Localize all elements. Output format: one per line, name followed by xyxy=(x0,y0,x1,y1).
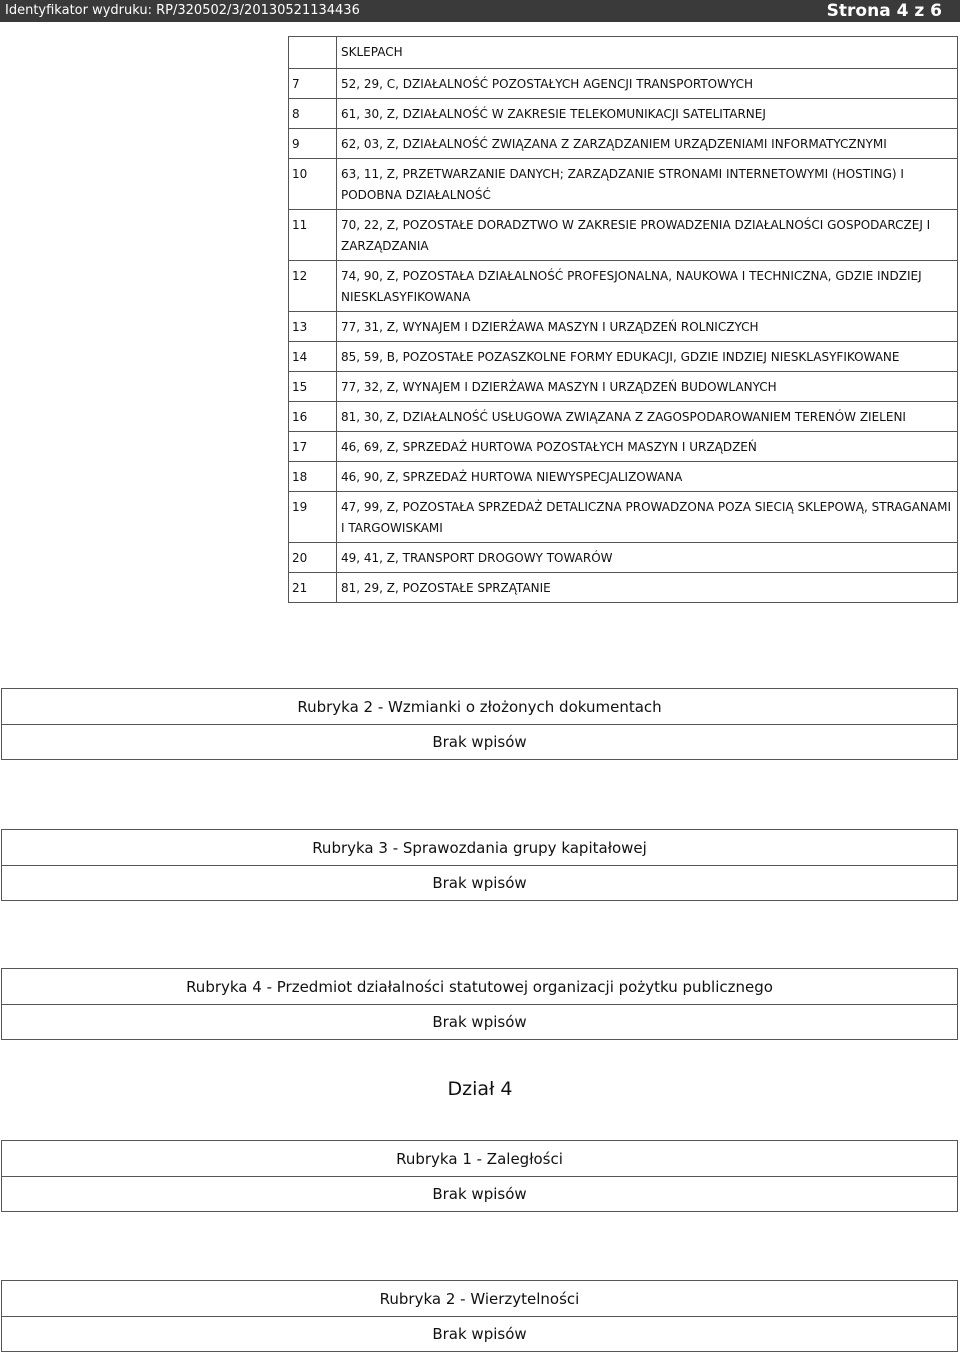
table-cell-num: 10 xyxy=(289,159,337,210)
table-cell-text: 85, 59, B, POZOSTAŁE POZASZKOLNE FORMY EDUKACJI, GDZIE INDZIEJ NIESKLASYFIKOWANE xyxy=(337,342,958,372)
table-cell-num: 16 xyxy=(289,402,337,432)
table-cell-text: 47, 99, Z, POZOSTAŁA SPRZEDAŻ DETALICZNA PROWADZONA POZA SIECIĄ SKLEPOWĄ, STRAGANAMI I TARGOWISKAMI xyxy=(337,492,958,543)
table-row xyxy=(289,543,958,573)
table-cell-num: 15 xyxy=(289,372,337,402)
table-cell-text: 49, 41, Z, TRANSPORT DROGOWY TOWARÓW xyxy=(337,543,958,573)
table-cell-text: 81, 29, Z, POZOSTAŁE SPRZĄTANIE xyxy=(337,573,958,603)
table-cell-num: 18 xyxy=(289,462,337,492)
section-empty-value: Brak wpisów xyxy=(432,1185,527,1203)
section-rubryka-3 xyxy=(1,829,958,901)
section-empty-value: Brak wpisów xyxy=(432,733,527,751)
table-row xyxy=(289,210,958,261)
table-cell-text: 74, 90, Z, POZOSTAŁA DZIAŁALNOŚĆ PROFESJONALNA, NAUKOWA I TECHNICZNA, GDZIE INDZIEJ NIESKLASYFIKOWANA xyxy=(337,261,958,312)
table-cell-num: 19 xyxy=(289,492,337,543)
section-empty-value: Brak wpisów xyxy=(432,1013,527,1031)
table-cell-text: 77, 31, Z, WYNAJEM I DZIERŻAWA MASZYN I URZĄDZEŃ ROLNICZYCH xyxy=(337,312,958,342)
table-row xyxy=(289,432,958,462)
table-cell-num: 13 xyxy=(289,312,337,342)
table-row xyxy=(289,261,958,312)
page-number: Strona 4 z 6 xyxy=(826,1,942,21)
table-row-head xyxy=(289,37,958,69)
section-d4-rubryka-1 xyxy=(1,1140,958,1212)
section-title: Rubryka 2 - Wzmianki o złożonych dokumentach xyxy=(2,689,957,725)
table-row xyxy=(289,159,958,210)
table-row xyxy=(289,312,958,342)
section-d4-rubryka-2 xyxy=(1,1280,958,1352)
table-cell-text: 63, 11, Z, PRZETWARZANIE DANYCH; ZARZĄDZANIE STRONAMI INTERNETOWYMI (HOSTING) I PODOBNA DZIAŁALNOŚĆ xyxy=(337,159,958,210)
table-row xyxy=(289,462,958,492)
table-cell-text: 77, 32, Z, WYNAJEM I DZIERŻAWA MASZYN I URZĄDZEŃ BUDOWLANYCH xyxy=(337,372,958,402)
table-row xyxy=(289,99,958,129)
print-header-bar xyxy=(0,0,960,22)
table-cell-num: 17 xyxy=(289,432,337,462)
section-title: Rubryka 1 - Zaległości xyxy=(2,1141,957,1177)
table-cell-text: 62, 03, Z, DZIAŁALNOŚĆ ZWIĄZANA Z ZARZĄDZANIEM URZĄDZENIAMI INFORMATYCZNYMI xyxy=(337,129,958,159)
table-cell-text: 81, 30, Z, DZIAŁALNOŚĆ USŁUGOWA ZWIĄZANA Z ZAGOSPODAROWANIEM TERENÓW ZIELENI xyxy=(337,402,958,432)
table-cell-num: 9 xyxy=(289,129,337,159)
section-empty-value: Brak wpisów xyxy=(432,1325,527,1343)
table-cell-text: SKLEPACH xyxy=(337,37,958,69)
table-row xyxy=(289,492,958,543)
table-cell-text: 46, 69, Z, SPRZEDAŻ HURTOWA POZOSTAŁYCH MASZYN I URZĄDZEŃ xyxy=(337,432,958,462)
print-identifier: Identyfikator wydruku: RP/320502/3/20130521134436 xyxy=(5,3,360,18)
section-rubryka-4 xyxy=(1,968,958,1040)
table-cell-num: 20 xyxy=(289,543,337,573)
table-row xyxy=(289,372,958,402)
table-cell-text: 46, 90, Z, SPRZEDAŻ HURTOWA NIEWYSPECJALIZOWANA xyxy=(337,462,958,492)
table-row xyxy=(289,69,958,99)
table-cell-text: 61, 30, Z, DZIAŁALNOŚĆ W ZAKRESIE TELEKOMUNIKACJI SATELITARNEJ xyxy=(337,99,958,129)
table-cell-num: 21 xyxy=(289,573,337,603)
table-cell-num xyxy=(289,37,337,69)
section-title: Rubryka 4 - Przedmiot działalności statutowej organizacji pożytku publicznego xyxy=(2,969,957,1005)
table-cell-num: 11 xyxy=(289,210,337,261)
section-empty-value: Brak wpisów xyxy=(432,874,527,892)
table-cell-num: 8 xyxy=(289,99,337,129)
table-cell-text: 70, 22, Z, POZOSTAŁE DORADZTWO W ZAKRESIE PROWADZENIA DZIAŁALNOŚCI GOSPODARCZEJ I ZARZĄDZANIA xyxy=(337,210,958,261)
table-row xyxy=(289,342,958,372)
section-title: Rubryka 3 - Sprawozdania grupy kapitałowej xyxy=(2,830,957,866)
table-cell-num: 12 xyxy=(289,261,337,312)
table-cell-num: 14 xyxy=(289,342,337,372)
section-title: Rubryka 2 - Wierzytelności xyxy=(2,1281,957,1317)
table-cell-text: 52, 29, C, DZIAŁALNOŚĆ POZOSTAŁYCH AGENCJI TRANSPORTOWYCH xyxy=(337,69,958,99)
section-rubryka-2 xyxy=(1,688,958,760)
division-title: Dział 4 xyxy=(447,1078,513,1100)
table-row xyxy=(289,573,958,603)
table-row xyxy=(289,129,958,159)
pkd-activity-table xyxy=(288,36,958,603)
table-row xyxy=(289,402,958,432)
table-cell-num: 7 xyxy=(289,69,337,99)
